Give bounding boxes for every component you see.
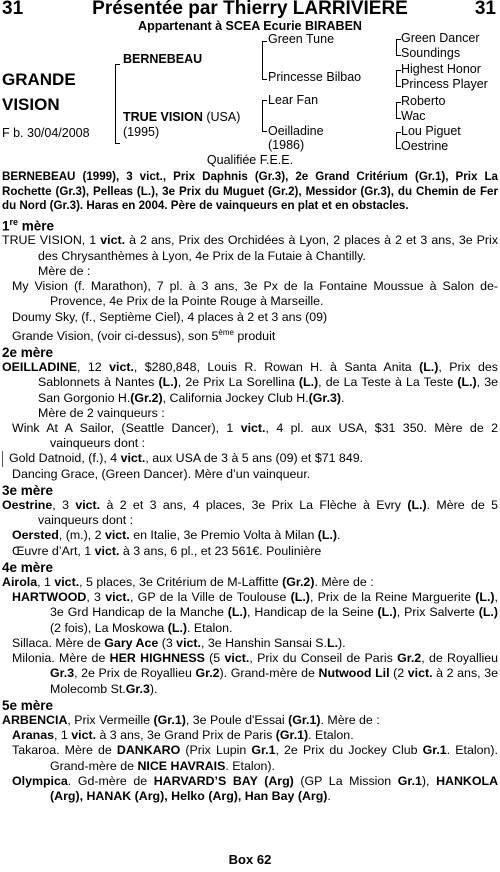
produce-grande-vision: Grande Vision, (voir ci-dessus), son 5ème produit <box>12 327 276 343</box>
presenter-title: Présentée par Thierry LARRIVIERE <box>92 0 408 19</box>
ggs-4: Princess Player <box>401 77 488 91</box>
first-dam-produce-intro: Mère de : <box>38 263 91 278</box>
horse-name-line2: VISION <box>2 95 60 114</box>
pedigree-bracket <box>115 64 120 144</box>
granddam-1: Princesse Bilbao <box>268 70 362 84</box>
section-fourth-dam: 4e mère <box>2 559 54 575</box>
ggs-6: Wac <box>401 109 426 123</box>
section-first-dam: 1re mère <box>2 216 55 234</box>
produce-oersted: Oersted, (m.), 2 vict. en Italie, 3e Premio Volta à Milan (L.). <box>12 528 341 543</box>
granddam-2-year: (1986) <box>268 138 305 152</box>
granddam-2: Oeilladine <box>268 124 324 138</box>
produce-my-vision: My Vision (f. Marathon), 7 pl. à 3 ans, 3e Px de la Fontaine Moussue à Salon de-Provence, 4e Prix de la Pointe Rouge à Marseille. <box>12 279 498 309</box>
ggs-8: Oestrine <box>401 139 449 153</box>
produce-sillaca: Sillaca. Mère de Gary Ace (3 vict., 3e Hanshin Sansai S.L.). <box>12 635 346 650</box>
sire-name: BERNEBEAU <box>123 52 203 66</box>
qualification: Qualifiée F.E.E. <box>206 153 294 167</box>
third-dam-entry: Oestrine, 3 vict. à 2 et 3 ans, 4 places, 3e Prix La Flèche à Evry (L.). Mère de 5 vainqueurs dont : <box>2 498 498 528</box>
second-dam-entry: OEILLADINE, 12 vict., $280,848, Louis R. Rowan H. à Santa Anita (L.), Prix des Sablonnets à Nantes (L.), 2e Prix La Sorellina (L.), de La Teste à La Teste (L.), 3e San Gorgonio H.(Gr.2), California Jockey Club H.(Gr.3). <box>2 360 499 405</box>
ggs-7: Lou Piguet <box>401 124 461 138</box>
lot-number-right: 31 <box>474 0 496 19</box>
produce-wink-at-a-sailor: Wink At A Sailor, (Seattle Dancer), 1 vict., 4 pl. aux USA, $31 350. Mère de 2 vainqueurs dont : <box>12 421 498 451</box>
produce-olympica: Olympica. Gd-mère de HARVARD’S BAY (Arg) (GP La Mission Gr.1), HANKOLA (Arg), HANAK (Arg), Helko (Arg), Han Bay (Arg). <box>12 773 499 803</box>
section-second-dam: 2e mère <box>2 345 54 361</box>
ggs-3: Highest Honor <box>401 62 481 76</box>
fifth-dam-entry: ARBENCIA, Prix Vermeille (Gr.1), 3e Poule d'Essai (Gr.1). Mère de : <box>2 712 380 727</box>
produce-aranas: Aranas, 1 vict. à 3 ans, 3e Grand Prix de Paris (Gr.1). Etalon. <box>12 728 354 743</box>
lot-number-left: 31 <box>2 0 24 19</box>
horse-name-line1: GRANDE <box>2 70 76 89</box>
ggs-1: Green Dancer <box>401 31 480 45</box>
grandsire-2: Lear Fan <box>268 93 319 107</box>
produce-doumy-sky: Doumy Sky, (f., Septième Ciel), 4 places à 2 et 3 ans (09) <box>12 309 328 324</box>
owner-line: Appartenant à SCEA Ecurie BIRABEN <box>138 19 362 33</box>
produce-hartwood: HARTWOOD, 3 vict., GP de la Ville de Toulouse (L.), Prix de la Reine Marguerite (L.), 3e Grd Handicap de la Manche (L.), Handicap de la Seine (L.), Prix Salverte (L.) (2 fois), La Moskowa (L.). Etalon. <box>12 590 498 635</box>
sire-paragraph: BERNEBEAU (1999), 3 vict., Prix Daphnis (Gr.3), 2e Grand Critérium (Gr.1), Prix La Rochette (Gr.3), Pelleas (L.), 3e Prix du Muguet (Gr.2), Messidor (Gr.3), du Chemin de Fer du Nord (Gr.3). Haras en 2004. Père de vainqueurs en plat et en obstacles. <box>2 170 498 213</box>
horse-sex-dob: F b. 30/04/2008 <box>2 126 90 140</box>
sire-bracket <box>262 41 267 80</box>
dam-year: (1995) <box>123 125 160 139</box>
grandsire-1: Green Tune <box>268 32 335 46</box>
produce-takaroa: Takaroa. Mère de DANKARO (Prix Lupin Gr.1, 2e Prix du Jockey Club Gr.1. Etalon). Grand-mère de NICE HAVRAIS. Etalon). <box>12 743 498 773</box>
fourth-dam-entry: Airola, 1 vict., 5 places, 3e Critérium de M-Laffitte (Gr.2). Mère de : <box>2 575 374 590</box>
produce-dancing-grace: Dancing Grace, (Green Dancer). Mère d’un vainqueur. <box>12 466 311 481</box>
box-number: Box 62 <box>228 852 272 867</box>
dam-name: TRUE VISION (USA) <box>123 110 241 124</box>
section-fifth-dam: 5e mère <box>2 697 54 713</box>
first-dam-entry: TRUE VISION, 1 vict. à 2 ans, Prix des Orchidées à Lyon, 2 places à 2 et 3 ans, 3e Prix des Chrysanthèmes à Lyon, 4e Prix de la Futaie à Chantilly. <box>2 233 499 263</box>
section-third-dam: 3e mère <box>2 482 54 498</box>
second-dam-produce-intro: Mère de 2 vainqueurs : <box>38 405 165 420</box>
ggs-2: Soundings <box>401 46 461 60</box>
produce-oeuvre-d-art: Œuvre d’Art, 1 vict. à 3 ans, 6 pl., et 23 561€. Poulinière <box>12 543 322 558</box>
ggs-5: Roberto <box>401 94 446 108</box>
produce-gold-datnoid: Gold Datnoid, (f.), 4 vict., aux USA de 3 à 5 ans (09) et $71 849. <box>2 451 498 466</box>
dam-bracket <box>262 100 267 132</box>
produce-milonia: Milonia. Mère de HER HIGHNESS (5 vict., Prix du Conseil de Paris Gr.2, de Royallieu Gr.3, 2e Prix de Royallieu Gr.2). Grand-mère de Nutwood Lil (2 vict. à 2 ans, 3e Molecomb St.Gr.3). <box>12 651 499 696</box>
